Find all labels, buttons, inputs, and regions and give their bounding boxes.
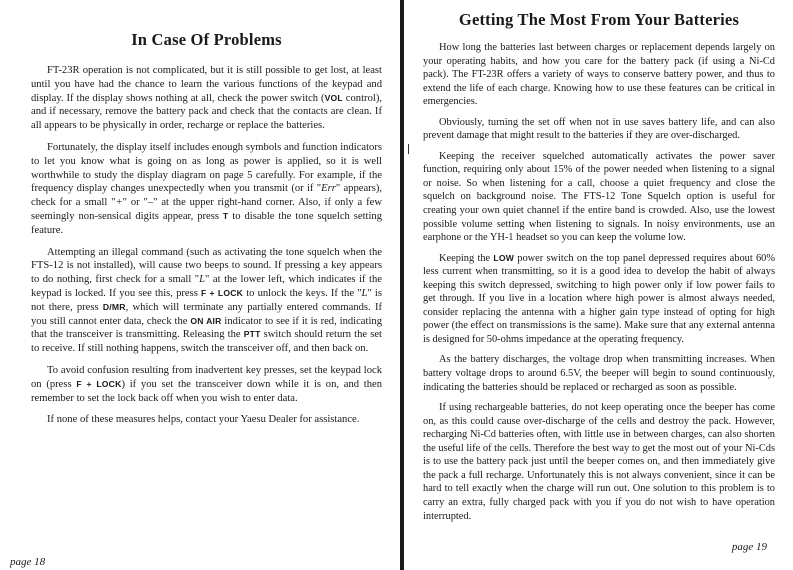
key-label: ON AIR	[190, 315, 222, 326]
key-label: T	[222, 210, 229, 221]
binding-gutter	[400, 0, 404, 570]
paragraph: To avoid confusion resulting from inadvertent key presses, set the keypad lock on (press F + LOCK) if you set the transceiver down while it is on, and then remember to set the lock back off when you wish to enter data.	[31, 364, 382, 404]
page-title: Getting The Most From Your Batteries	[458, 10, 740, 29]
key-label: LOW	[493, 252, 515, 263]
paragraph: Fortunately, the display itself includes enough symbols and function indicators to let you know what is going on as long as power is applied, so it is well worthwhile to study the display diagram on page 5 carefully. For example, if the frequency display changes unexpectedly when you transmit (or if "Err" appears), check for a small "+" or "–" at the upper right-hand corner. Also, if only a few seemingly non-sensical digits appear, press T to disable the tone squelch setting feature.	[31, 141, 382, 236]
paragraph: As the battery discharges, the voltage drop when transmitting increases. When battery voltage drops to around 6.5V, the beeper will begin to sound continuously, indicating the batteries should be replaced or recharged as soon as possible.	[423, 354, 775, 393]
key-label: PTT	[243, 329, 261, 340]
display-symbol: L	[199, 274, 206, 286]
display-symbol: +	[115, 197, 123, 209]
paragraph: Keeping the receiver squelched automatically activates the power saver function, requiring only about 15% of the power needed when listening to a signal or noise. So when listening for a call, choose a quiet frequency and close the squelch on background noise. The FTS-12 Tone Squelch option is useful for creating your own quiet channel if the entire band is crowded. Also, use the lowest possible volume setting when listening to signals. In noisy environments, use an earphone or the YH-1 headset so you can keep the volume low.	[423, 150, 775, 244]
page-number: page 19	[731, 541, 767, 553]
right-page	[405, 0, 793, 570]
paragraph: Attempting an illegal command (such as activating the tone squelch when the FTS-12 is not installed), will cause two beeps to sound. If pressing a key appears to do nothing, first check for a small "L" at the lower left, which indicates if the keypad is locked. If you see this, press F + LOCK to unlock the keys. If the "L" is not there, press D/MR, which will terminate any partially entered commands. If you still cannot enter data, check the ON AIR indicator to see if it is red, indicating that the transceiver is transmitting. Releasing the PTT switch should return the set to receive. If still nothing happens, switch the transceiver off, and then back on.	[31, 246, 383, 355]
paragraph: Obviously, turning the set off when not in use saves battery life, and can also prevent damage that might result to the batteries if they are over-discharged.	[423, 116, 775, 142]
key-label: F + LOCK	[76, 378, 122, 389]
page-number: page 18	[10, 556, 46, 568]
paragraph: If none of these measures helps, contact your Yaesu Dealer for assistance.	[47, 414, 360, 426]
key-label: VOL	[324, 92, 343, 103]
paragraph: FT-23R operation is not complicated, but it is still possible to get lost, at least until you have had the chance to learn the various functions of the keypad and display. If the display shows nothing at all, check the power switch (VOL control), and if necessary, remove the battery pack and check that the contacts are clean. If all appears to be physically in order, recharge or replace the batteries.	[31, 65, 382, 132]
key-label: D/MR	[102, 301, 126, 312]
paragraph: If using rechargeable batteries, do not keep operating once the beeper has come on, as this could cause over-discharge of the cells and destroy the pack. However, recharging Ni-Cd batteries often, with little use in between charges, can also shorten the useful life of the cells. Therefore the best way to get the most out of your Ni-Cds is to use the battery pack just until the beeper comes on, and then immediately give the pack a full recharge. Unfortunately this is not always convenient, since it can be hard to tell exactly when the charge will run out. One solution to this problem is to carry an extra, fully charged pack with you if you do not wish to have operation interrupted.	[423, 402, 775, 522]
display-symbol: L	[361, 287, 368, 299]
key-label: F + LOCK	[201, 287, 244, 298]
paragraph: Keeping the LOW power switch on the top panel depressed requires about 60% less current when transmitting, so it is a good idea to develop the habit of always keeping this switch depressed, switching to high power only if low power fails to get through. If you live in a location where high power is almost always needed, consider replacing the antenna with a higher gain type instead of opting for high power (the effect on transmissions is the same). Make sure that any external antenna is designed for 50-ohms impedance at the operating frequency.	[423, 252, 776, 345]
paragraph: How long the batteries last between charges or replacement depends largely on your operating habits, and how you care for the battery pack (if using a Ni-Cd pack). The FT-23R offers a variety of ways to conserve battery power, and thus to extend the life of each charge. Knowing how to use these features can be critical in emergencies.	[423, 42, 775, 108]
display-symbol: Err	[321, 183, 336, 195]
display-symbol: –	[147, 197, 154, 209]
page-title: In Case Of Problems	[131, 30, 282, 49]
